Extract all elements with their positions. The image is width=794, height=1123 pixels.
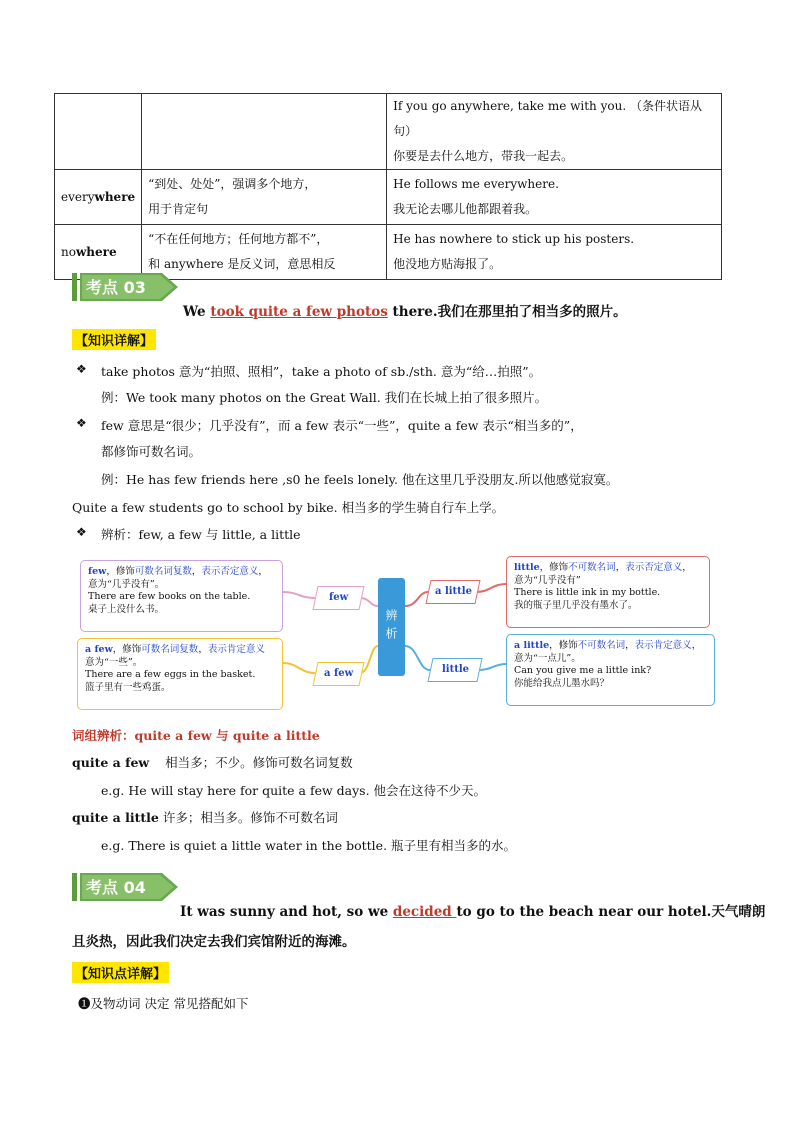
compare-qal: quite a little 许多；相当多。修饰不可数名词: [72, 810, 338, 825]
example-zh: 你要是去什么地方，带我一起去。: [393, 149, 574, 163]
kp03-badge-text: 考点 03: [86, 278, 146, 297]
table-cell-meaning: “不在任何地方；任何地方都不”， 和 anywhere 是反义词，意思相反: [142, 225, 387, 280]
kp04-item-1: ❶及物动词 决定 常见搭配如下: [78, 996, 249, 1011]
kp03-point-3: 辨析：few, a few 与 little, a little: [101, 527, 301, 542]
kp03-badge: [72, 273, 180, 301]
kp04-badge-text: 考点 04: [86, 878, 146, 897]
connector-few-center: [360, 598, 378, 606]
kp04-tag: 【知识点详解】: [72, 962, 169, 983]
table-row: [55, 225, 722, 280]
node-a-few: a few: [312, 662, 364, 686]
example-en: If you go anywhere, take me with you. （条件状语从句）: [393, 99, 702, 138]
box-few: few，修饰可数名词复数，表示否定意义， 意为“几乎没有”。 There are few books on the table. 桌子上没什么书。: [80, 560, 283, 632]
kp03-point-2: few 意思是“很少；几乎没有”，而 a few 表示“一些”，quite a few 表示“相当多的”，: [101, 418, 583, 433]
kp03-sentence: We took quite a few photos there.我们在那里拍了相当多的照片。: [183, 304, 627, 320]
bullet-icon: ❖: [76, 525, 87, 539]
connector-afew: [283, 663, 315, 673]
kp04-sentence-cont: 且炎热，因此我们决定去我们宾馆附近的海滩。: [72, 934, 356, 950]
compare-heading: 词组辨析：quite a few 与 quite a little: [72, 728, 320, 743]
table-cell-meaning: [142, 94, 387, 170]
kp03-point-2-cont: 都修饰可数名词。: [101, 444, 202, 459]
bullet-icon: ❖: [76, 362, 87, 376]
kp04-keyword: decided: [392, 904, 457, 920]
box-a-little: a little，修饰不可数名词，表示肯定意义， 意为“一点儿”。 Can you give me a little ink? 你能给我点儿墨水吗？: [506, 634, 715, 706]
compare-qal-example: e.g. There is quiet a little water in the bottle. 瓶子里有相当多的水。: [101, 838, 517, 853]
kp03-keyphrase: took quite a few photos: [210, 304, 388, 320]
table-cell-example: [387, 94, 722, 170]
table-row: [55, 170, 722, 225]
mindmap-center: 辨析: [378, 578, 405, 676]
compare-qaf: quite a few 相当多；不少。修饰可数名词复数: [72, 755, 353, 770]
table-cell-word: nowhere: [55, 225, 142, 280]
table-row: [55, 94, 722, 170]
box-a-few: a few，修饰可数名词复数，表示肯定意义 意为“一些”。 There are a few eggs in the basket. 篮子里有一些鸡蛋。: [77, 638, 283, 710]
table-cell-example: He has nowhere to stick up his posters. 他没地方贴海报了。: [387, 225, 722, 280]
node-a-little: a little: [425, 580, 480, 604]
connector-alittle: [476, 584, 506, 592]
connector-little-center: [405, 646, 430, 670]
table-cell-example: He follows me everywhere. 我无论去哪儿他都跟着我。: [387, 170, 722, 225]
node-little: little: [427, 658, 482, 682]
table-cell-word: everywhere: [55, 170, 142, 225]
kp04-sentence: It was sunny and hot, so we decided to go to the beach near our hotel.天气晴朗: [180, 904, 766, 920]
compare-qaf-example: e.g. He will stay here for quite a few days. 他会在这待不少天。: [101, 783, 487, 798]
kp03-tag: 【知识详解】: [72, 329, 156, 350]
table-cell-meaning: “到处、处处”，强调多个地方， 用于肯定句: [142, 170, 387, 225]
connector-little: [478, 664, 506, 670]
kp03-point-1-example: 例：We took many photos on the Great Wall. 我们在长城上拍了很多照片。: [101, 390, 548, 405]
connector-few: [283, 592, 315, 598]
vocab-table: [54, 93, 722, 280]
node-few: few: [312, 586, 364, 610]
kp03-free-example: Quite a few students go to school by bike. 相当多的学生骑自行车上学。: [72, 500, 505, 515]
kp04-badge: [72, 873, 180, 901]
kp03-point-2-example: 例：He has few friends here ,s0 he feels lonely. 他在这里几乎没朋友.所以他感觉寂寞。: [101, 472, 619, 487]
bullet-icon: ❖: [76, 416, 87, 430]
table-cell-word: [55, 94, 142, 170]
box-little: little，修饰不可数名词，表示否定意义， 意为“几乎没有” There is little ink in my bottle. 我的瓶子里几乎没有墨水了。: [506, 556, 710, 628]
kp03-point-1: take photos 意为“拍照、照相”，take a photo of sb./sth. 意为“给…拍照”。: [101, 364, 542, 379]
